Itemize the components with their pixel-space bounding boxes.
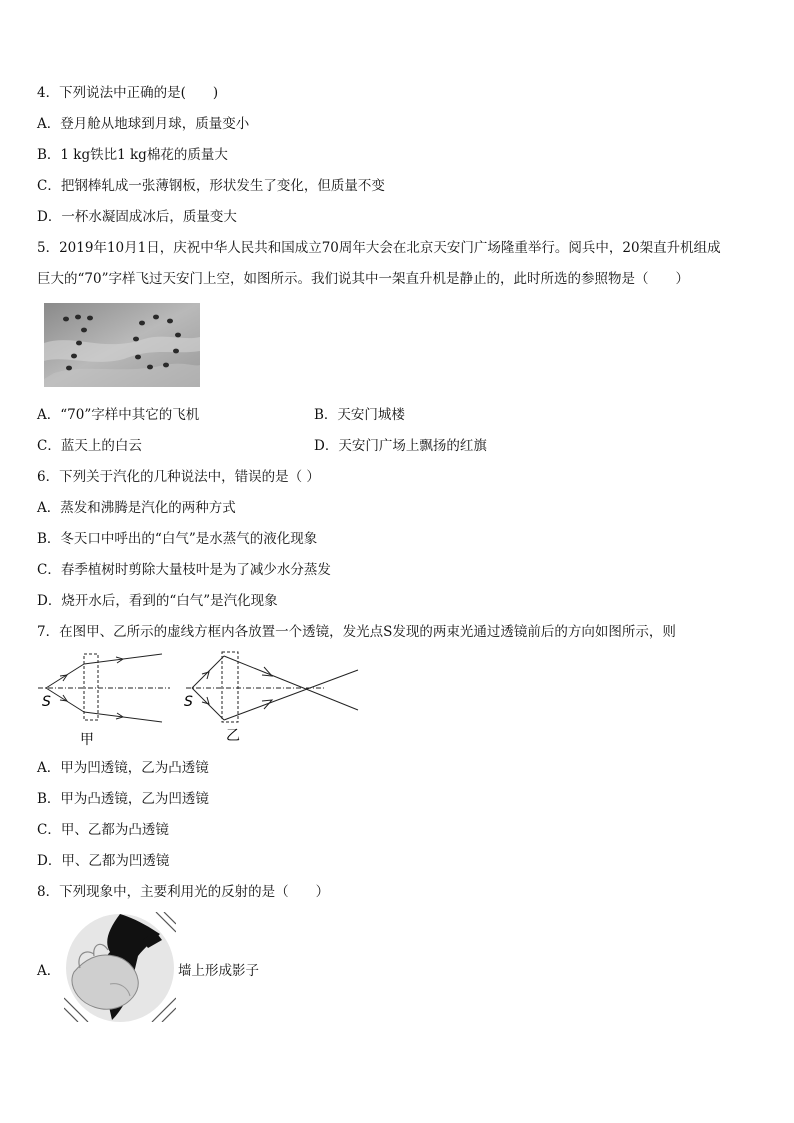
q6-stem: 6．下列关于汽化的几种说法中，错误的是（ ） [37, 469, 320, 485]
q5-option-c: C．蓝天上的白云 [37, 438, 142, 454]
q5-option-a: A．“70”字样中其它的飞机 [37, 407, 200, 423]
q4-option-b: B．1 kg铁比1 kg棉花的质量大 [37, 147, 228, 163]
q8-option-a-text: 墙上形成影子 [178, 963, 259, 979]
point-s-jia: S [42, 694, 51, 710]
lens-diagram [36, 648, 362, 750]
hand-shadow-photo [64, 912, 176, 1022]
q8-option-a-letter: A． [37, 963, 61, 979]
q4-stem: 4．下列说法中正确的是( ) [37, 85, 219, 101]
q6-option-c: C．春季植树时剪除大量枝叶是为了减少水分蒸发 [37, 562, 331, 578]
figure-jia [38, 654, 170, 722]
q4-option-a: A．登月舱从地球到月球，质量变小 [37, 116, 250, 132]
label-jia: 甲 [80, 732, 94, 748]
q6-option-a: A．蒸发和沸腾是汽化的两种方式 [37, 500, 236, 516]
point-s-yi: S [184, 694, 193, 710]
label-yi: 乙 [226, 728, 240, 744]
q5-stem-line1: 5．2019年10月1日，庆祝中华人民共和国成立70周年大会在北京天安门广场隆重举行。阅兵中，20架直升机组成 [37, 240, 721, 256]
q7-option-b: B．甲为凸透镜，乙为凹透镜 [37, 791, 209, 807]
q6-option-d: D．烧开水后，看到的“白气”是汽化现象 [37, 593, 278, 609]
q7-option-d: D．甲、乙都为凹透镜 [37, 853, 170, 869]
q5-option-b: B．天安门城楼 [314, 407, 405, 423]
q8-stem: 8．下列现象中，主要利用光的反射的是（ ） [37, 884, 330, 900]
q6-option-b: B．冬天口中呼出的“白气”是水蒸气的液化现象 [37, 531, 318, 547]
q5-stem-line2: 巨大的“70”字样飞过天安门上空，如图所示。我们说其中一架直升机是静止的，此时所选的参照物是（ ） [37, 271, 689, 287]
q4-option-d: D．一杯水凝固成冰后，质量变大 [37, 209, 237, 225]
q7-stem: 7．在图甲、乙所示的虚线方框内各放置一个透镜，发光点S发现的两束光通过透镜前后的方向如图所示，则 [37, 624, 676, 640]
q4-option-c: C．把钢棒轧成一张薄钢板，形状发生了变化，但质量不变 [37, 178, 385, 194]
q7-option-c: C．甲、乙都为凸透镜 [37, 822, 169, 838]
figure-yi [186, 652, 358, 722]
helicopter-formation-photo [44, 303, 200, 387]
q5-option-d: D．天安门广场上飘扬的红旗 [314, 438, 487, 454]
q7-option-a: A．甲为凹透镜，乙为凸透镜 [37, 760, 209, 776]
